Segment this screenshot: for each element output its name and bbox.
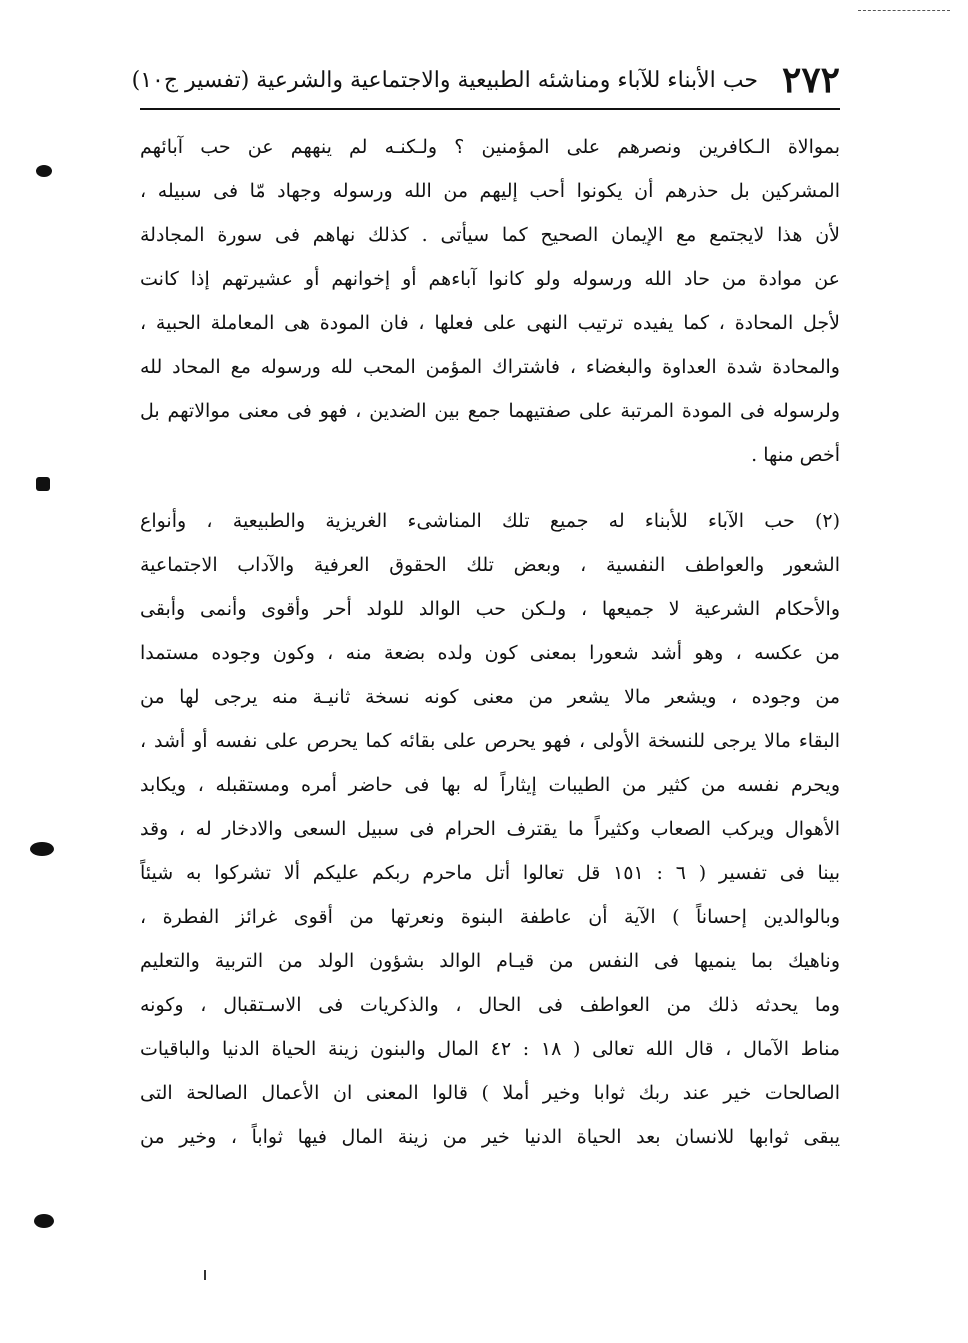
scan-tick-mark (204, 1270, 206, 1280)
text-line: البقاء مالا يرجى للنسخة الأولى ، فهو يحرص على بقائه كما يحرص على نفسه أو أشد ، (140, 730, 840, 752)
text-line: والمحادة شدة العداوة والبغضاء ، فاشتراك المؤمن المحب لله ورسوله مع المحاد لله (140, 356, 840, 378)
text-line: عن موادة من حاد الله ورسوله ولو كانوا آباءهم أو إخوانهم أو عشيرتهم إذا كانت (140, 268, 840, 290)
text-line: وما يحدثه ذلك من العواطف فى الحال ، والذكريات فى الاسـتقبال ، وكونه (140, 994, 840, 1016)
paragraph (140, 125, 840, 477)
page-number: ٢٧٢ (781, 59, 840, 101)
text-line: من عكسه ، وهو أشد شعورا بمعنى كون ولده بضعة منه ، وكون وجوده مستمدا (140, 642, 840, 664)
text-line: والأحكام الشرعية لا جميعها ، ولـكن حب الوالد للولد أحر وأقوى وأنمى وأبقى (140, 598, 840, 620)
text-line: الأهوال ويركب الصعاب وكثيراً ما يقترف الحرام فى سبيل السعى والادخار له ، وقد (140, 818, 840, 840)
text-line: المشركين بل حذرهم أن يكونوا أحب إليهم من الله ورسوله وجهاد مّا فى سبيله ، (140, 180, 840, 202)
paragraph (140, 499, 840, 1159)
text-line: مناط الآمال ، قال الله تعالى ( ١٨ : ٤٢ المال والبنون زينة الحياة الدنيا والباقيات (140, 1038, 840, 1060)
text-line: ولرسوله فى المودة المرتبة على صفتيهما جمع بين الضدين ، فهو فى معنى موالاتهم بل (140, 400, 840, 422)
text-line: ويحرم نفسه من كثير من الطيبات إيثاراً له بها فى حاضر أمره ومستقبله ، ويكابد (140, 774, 840, 796)
header-rule (140, 108, 840, 110)
page-header (131, 59, 840, 101)
text-line: بموالاة الـكافرين ونصرهم على المؤمنين ؟ ولـكنـه لم ينههم عن حب آبائهم (140, 136, 840, 158)
running-title: حب الأبناء للآباء ومناشئه الطبيعية والاجتماعية والشرعية (تفسير ج١٠) (131, 67, 758, 93)
text-line: بينا فى تفسير ( ٦ : ١٥١ قل تعالوا أتل ماحرم ربكم عليكم ألا تشركوا به شيئاً (140, 862, 840, 884)
text-line: لأجل المحادة ، كما يفيده ترتيب النهى على فعلها ، فان المودة هى المعاملة الحبية ، (140, 312, 840, 334)
paragraph-gap (140, 477, 840, 499)
binding-hole-mark (36, 477, 50, 491)
text-line: (٢) حب الآباء للأبناء له جميع تلك المناشىء الغريزية والطبيعية ، وأنواع (140, 510, 840, 532)
text-line: وبالوالدين إحساناً ) الآية أن عاطفة البنوة ونعرتها من أقوى غرائز الفطرة ، (140, 906, 840, 928)
body-text (140, 125, 840, 1159)
text-line: وناهيك بما ينميها فى النفس من قيـام الوالد بشؤون الولد من التربية والتعليم (140, 950, 840, 972)
text-line: أخص منها . (751, 444, 840, 466)
text-line: الصالحات خير عند ربك ثوابا وخير أملا ) قالوا المعنى ان الأعمال الصالحة التى (140, 1082, 840, 1104)
text-line: من وجوده ، ويشعر مالا يشعر من معنى كونه نسخة ثانيـة منه يرجى لها من (140, 686, 840, 708)
binding-hole-mark (30, 842, 54, 856)
binding-hole-mark (34, 1214, 54, 1228)
text-line: لأن هذا لايجتمع مع الإيمان الصحيح كما سيأتى . كذلك نهاهم فى سورة المجادلة (140, 224, 840, 246)
text-line: يبقى ثوابها للانسان بعد الحياة الدنيا خير من زينة المال فيها ثواباً ، وخير من (140, 1126, 840, 1148)
text-line: الشعور والعواطف النفسية ، وبعض تلك الحقوق العرفية والآداب الاجتماعية (140, 554, 840, 576)
top-dashed-rule (858, 10, 950, 11)
binding-hole-mark (36, 165, 52, 177)
